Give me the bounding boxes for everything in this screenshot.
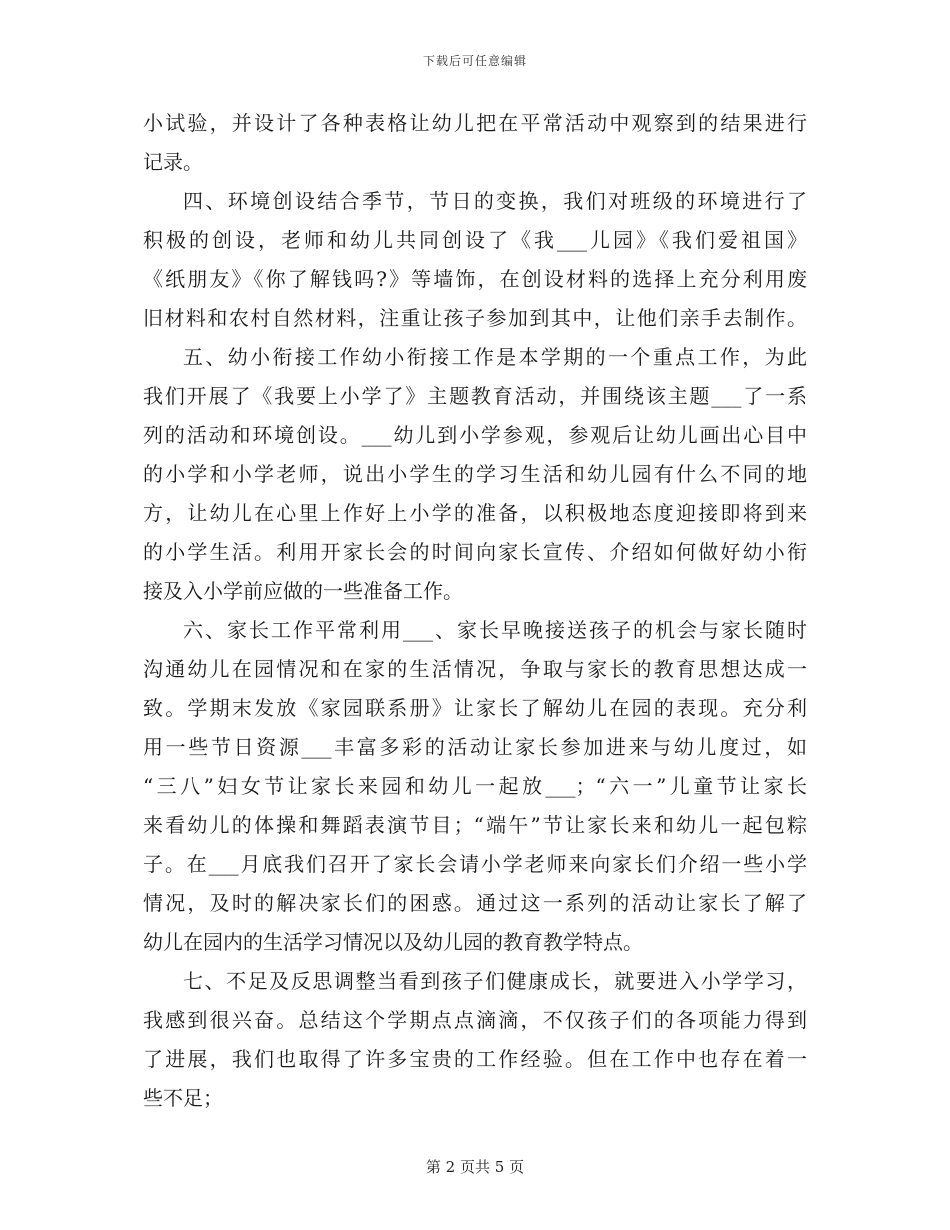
text-line: 《纸朋友》《你了解钱吗?》等墙饰，在创设材料的选择上充分利用废 bbox=[143, 267, 807, 291]
text-line: 积极的创设，老师和幼儿共同创设了《我___儿园》《我们爱祖国》 bbox=[143, 228, 807, 252]
text-line: 旧材料和农村自然材料，注重让孩子参加到其中，让他们亲手去制作。 bbox=[143, 306, 807, 330]
text-line: 致。学期末发放《家园联系册》让家长了解幼儿在园的表现。充分利 bbox=[143, 696, 807, 720]
text-line: 子。在___月底我们召开了家长会请小学老师来向家长们介绍一些小学 bbox=[143, 852, 807, 876]
page-header-note: 下载后可任意编辑 bbox=[422, 54, 527, 68]
paragraph-parents bbox=[143, 611, 807, 962]
text-line: 沟通幼儿在园情况和在家的生活情况，争取与家长的教育思想达成一 bbox=[143, 657, 807, 681]
text-line: 的小学和小学老师，说出小学生的学习生活和幼儿园有什么不同的地 bbox=[143, 462, 807, 486]
page-number-footer bbox=[0, 1156, 950, 1177]
text-line: 四、环境创设结合季节，节日的变换，我们对班级的环境进行了 bbox=[183, 189, 807, 213]
text-line: 小试验，并设计了各种表格让幼儿把在平常活动中观察到的结果进行 bbox=[143, 111, 807, 135]
document-body bbox=[143, 104, 807, 1118]
text-line: “三八”妇女节让家长来园和幼儿一起放___；“六一”儿童节让家长 bbox=[143, 774, 807, 798]
text-line: 记录。 bbox=[143, 150, 203, 174]
paragraph-continuation bbox=[143, 104, 807, 182]
text-line: 我感到很兴奋。总结这个学期点点滴滴，不仅孩子们的各项能力得到 bbox=[143, 1008, 807, 1032]
text-line: 我们开展了《我要上小学了》主题教育活动，并围绕该主题___了一系 bbox=[143, 384, 807, 408]
text-line: 些不足； bbox=[143, 1086, 223, 1110]
text-line: 五、幼小衔接工作幼小衔接工作是本学期的一个重点工作，为此 bbox=[183, 345, 807, 369]
text-line: 了进展，我们也取得了许多宝贵的工作经验。但在工作中也存在着一 bbox=[143, 1047, 807, 1071]
text-line: 情况，及时的解决家长们的困惑。通过这一系列的活动让家长了解了 bbox=[143, 891, 807, 915]
paragraph-environment bbox=[143, 182, 807, 338]
text-line: 幼儿在园内的生活学习情况以及幼儿园的教育教学特点。 bbox=[143, 930, 643, 954]
text-line: 的小学生活。利用开家长会的时间向家长宣传、介绍如何做好幼小衔 bbox=[143, 540, 807, 564]
text-line: 列的活动和环境创设。___幼儿到小学参观，参观后让幼儿画出心目中 bbox=[143, 423, 807, 447]
text-line: 七、不足及反思调整当看到孩子们健康成长，就要进入小学学习， bbox=[183, 969, 807, 993]
text-line: 用一些节日资源___丰富多彩的活动让家长参加进来与幼儿度过，如 bbox=[143, 735, 807, 759]
paragraph-reflection bbox=[143, 962, 807, 1118]
text-line: 方，让幼儿在心里上作好上小学的准备，以积极地态度迎接即将到来 bbox=[143, 501, 807, 525]
text-line: 来看幼儿的体操和舞蹈表演节目；“端午”节让家长来和幼儿一起包粽 bbox=[143, 813, 807, 837]
text-line: 接及入小学前应做的一些准备工作。 bbox=[143, 579, 463, 603]
page-number-label: 第 2 页共 5 页 bbox=[425, 1158, 525, 1176]
paragraph-transition bbox=[143, 338, 807, 611]
text-line: 六、家长工作平常利用___、家长早晚接送孩子的机会与家长随时 bbox=[183, 618, 807, 642]
